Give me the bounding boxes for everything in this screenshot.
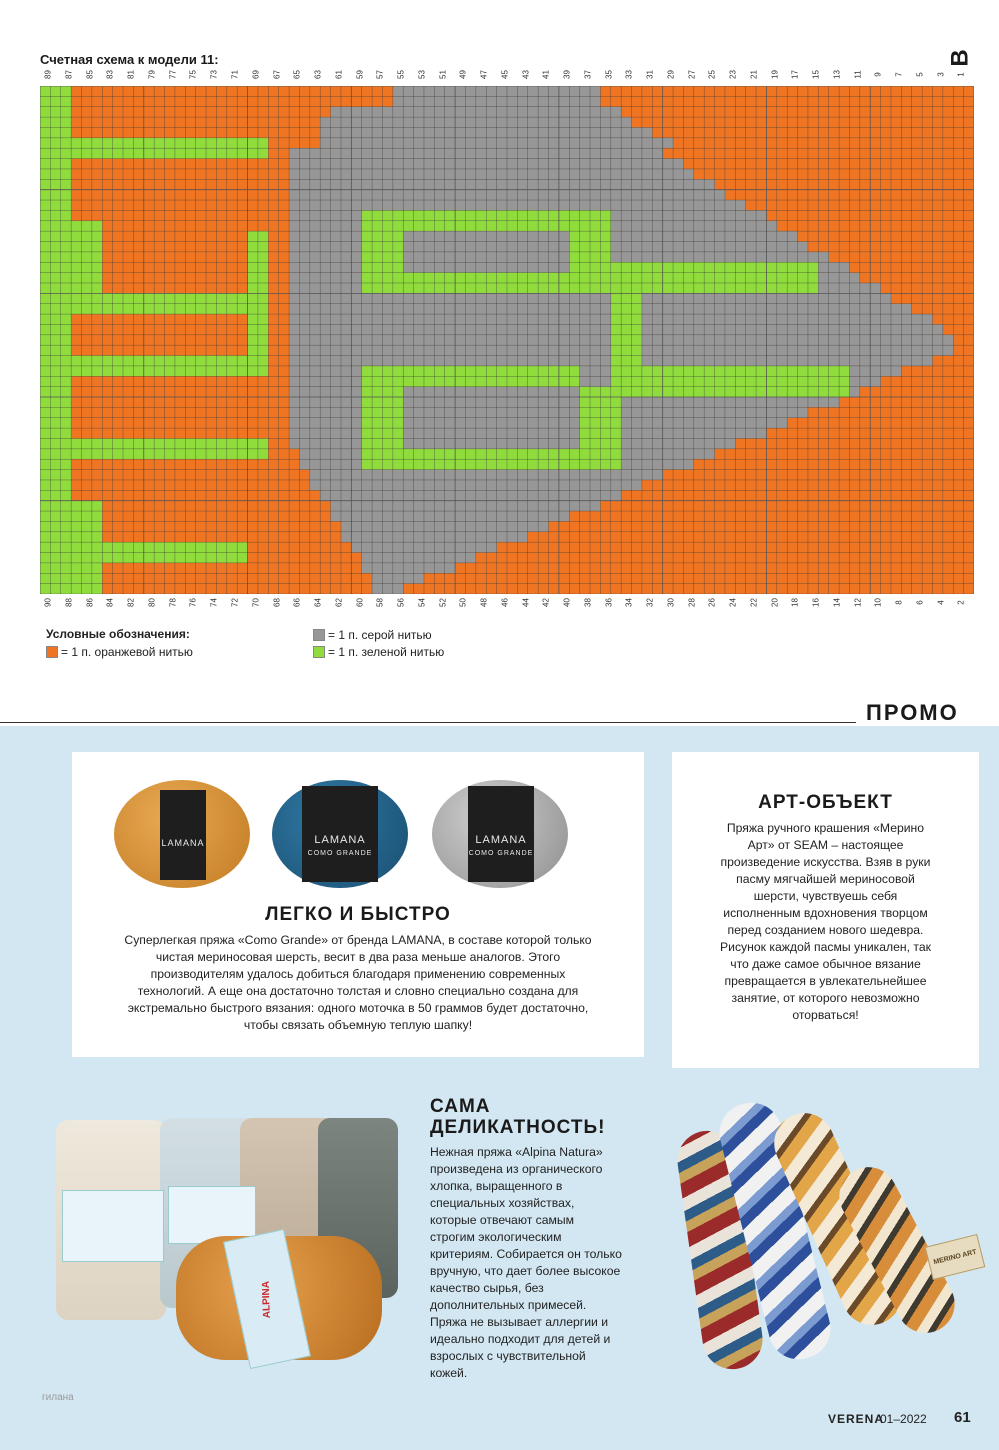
column-number: 57 [375,70,385,79]
alpina-body: Нежная пряжа «Alpina Natura» произведена из органического хлопка, выращенного в специальных хозяйствах, которые отвечают самым строгим экологическим критериям. Собирается он только вручную, что дает более высокое качество сырья, без дополнительных примесей. Пряжа не вызывает аллергии и идеально подходит для детей и взрослых с чувствительной кожей. [430,1145,622,1380]
orange-swatch [46,646,58,658]
footer-magazine: VERENA [828,1412,885,1426]
column-number: 54 [417,598,427,607]
column-number: 14 [832,598,842,607]
chart-letter: В [946,49,974,67]
column-number: 88 [64,598,74,607]
chart-title: Счетная схема к модели 11: [40,52,219,67]
legend-orange [46,645,193,659]
promo-header: ПРОМО [866,700,959,725]
column-number: 39 [562,70,572,79]
column-number: 18 [790,598,800,607]
column-number: 5 [915,72,925,77]
column-number: 13 [832,70,842,79]
promo-divider [0,722,856,723]
column-number: 41 [541,70,551,79]
gray-cell-row [289,179,714,189]
column-number: 72 [230,598,240,607]
column-number: 40 [562,598,572,607]
column-number: 21 [749,70,759,79]
column-number: 85 [85,70,95,79]
column-number: 90 [43,598,53,607]
column-number: 35 [604,70,614,79]
column-number: 77 [168,70,178,79]
art-body: Пряжа ручного крашения «Мерино Арт» от SEAM – настоящее произведение искусства. Взяв в руки пасму мягчайшей мериносовой шерсти, чувствуешь себя исполненным вдохновения творцом перед созданием нового шедевра. Рисунок каждой пасмы уникален, так что даже самое обычное вязание превращается в увлекательнейшее занятие, от которого невозможно оторваться! [720,821,931,1022]
column-number: 51 [438,70,448,79]
lamana-label-3: LAMANA COMO GRANDE [468,786,534,882]
column-number: 37 [583,70,593,79]
column-number: 50 [458,598,468,607]
column-number: 3 [936,72,946,77]
green-bar-4 [71,501,102,594]
gray-cell-row [362,553,476,563]
alpina-label-1 [62,1190,164,1262]
legend-green [313,645,444,659]
footer-page-number: 61 [954,1409,971,1426]
column-number: 87 [64,70,74,79]
gray-cell-row [362,563,455,573]
green-s-left [71,221,102,314]
column-number: 60 [355,598,365,607]
column-number: 66 [292,598,302,607]
alpina-headline [430,1096,606,1138]
column-number: 67 [272,70,281,79]
column-number: 78 [168,598,178,607]
column-number: 89 [43,70,53,79]
legend-title: Условные обозначения: [46,627,190,641]
column-number: 44 [521,598,531,607]
column-number: 74 [209,598,219,607]
column-number: 79 [147,70,157,79]
legend-orange-text: = 1 п. оранжевой нитью [61,645,193,659]
gray-cell-row [331,511,570,521]
column-number: 34 [624,598,634,607]
column-number: 61 [334,70,344,79]
lamana-body: Суперлегкая пряжа «Como Grande» от бренда LAMANA, в составе которой только чистая мериносовая шерсть, весит в два раза меньше аналогов. Этого производителям удалось добиться благодаря применению современных технологий. А еще она достаточно толстая и словно специально создана для экстремально быстрого вязания: одного моточка в 50 граммов будет достаточно, чтобы связать объемную теплую шапку! [124,933,592,1032]
column-number: 63 [313,70,323,79]
column-number: 75 [188,70,198,79]
column-number: 11 [853,70,863,79]
column-number: 24 [728,598,738,607]
column-number: 30 [666,598,676,607]
column-number: 81 [126,70,136,79]
column-number: 15 [811,70,821,79]
column-number: 25 [707,70,717,79]
green-swatch [313,646,325,658]
column-number: 27 [687,70,697,79]
column-number: 29 [666,70,676,79]
column-number: 1 [956,72,966,77]
column-number: 46 [500,598,510,607]
column-number: 64 [313,598,323,607]
lamana-promo-card [72,752,644,1057]
column-number: 8 [894,600,904,605]
column-number: 47 [479,70,489,79]
lamana-headline: ЛЕГКО И БЫСТРО [265,904,451,925]
column-number: 10 [873,598,883,607]
column-number: 68 [272,598,281,607]
column-number: 36 [604,598,614,607]
column-number: 56 [396,598,406,607]
column-number: 58 [375,598,385,607]
gray-swatch [313,629,325,641]
legend-gray [313,628,432,642]
column-number: 49 [458,70,468,79]
alpina-headline-line2: ДЕЛИКАТНОСТЬ! [430,1117,606,1138]
column-number: 19 [770,70,780,79]
gray-cell-row [372,584,403,594]
column-number: 76 [188,598,198,607]
legend-green-text: = 1 п. зеленой нитью [328,645,445,659]
art-headline: АРТ-ОБЪЕКТ [758,792,893,813]
column-number: 23 [728,70,738,79]
column-number: 86 [85,598,95,607]
column-number: 28 [687,598,697,607]
column-number: 80 [147,598,157,607]
column-number: 6 [915,600,925,605]
column-number: 59 [355,70,365,79]
column-number: 2 [956,600,966,605]
footer-issue: 01–2022 [880,1412,927,1426]
column-number: 45 [500,70,510,79]
art-promo-card [672,752,979,1068]
gray-cell-row [289,438,735,448]
gray-cell-row [372,573,424,583]
column-number: 4 [936,600,946,605]
column-number: 52 [438,598,448,607]
column-number: 62 [334,598,344,607]
column-number: 31 [645,70,655,79]
green-left-bar [40,86,71,594]
gray-cell-row [289,169,694,179]
column-number: 17 [790,70,800,79]
column-number: 20 [770,598,780,607]
alpina-headline-line1: САМА [430,1096,491,1117]
lamana-label-2: LAMANA COMO GRANDE [302,786,378,882]
column-number: 48 [479,598,489,607]
legend-gray-text: = 1 п. серой нитью [328,628,432,642]
column-number: 9 [873,72,883,77]
column-number: 38 [583,598,593,607]
column-number: 42 [541,598,551,607]
footer-left-text: гилана [42,1392,74,1403]
column-number: 70 [251,598,261,607]
column-number: 71 [230,70,240,79]
column-number: 82 [126,598,136,607]
column-number: 83 [105,70,115,79]
column-number: 43 [521,70,531,79]
merino-tag-label: MERINO ART [932,1248,978,1266]
column-number: 26 [707,598,717,607]
green-cross-bottom [611,366,850,397]
alpina-brand-label: ALPINA [260,1280,274,1318]
lamana-label-1: LAMANA [160,790,206,880]
column-number: 73 [209,70,219,79]
column-number: 7 [894,72,904,77]
gray-cell-row [320,490,621,500]
column-number: 22 [749,598,759,607]
column-number: 55 [396,70,406,79]
column-number: 65 [292,70,302,79]
column-number: 12 [853,598,863,607]
column-number: 69 [251,70,261,79]
column-number: 33 [624,70,634,79]
column-number: 53 [417,70,427,79]
knitting-chart-grid [40,86,974,594]
green-cross-stem [611,293,642,366]
column-number: 16 [811,598,821,607]
column-number: 84 [105,598,115,607]
column-number: 32 [645,598,655,607]
